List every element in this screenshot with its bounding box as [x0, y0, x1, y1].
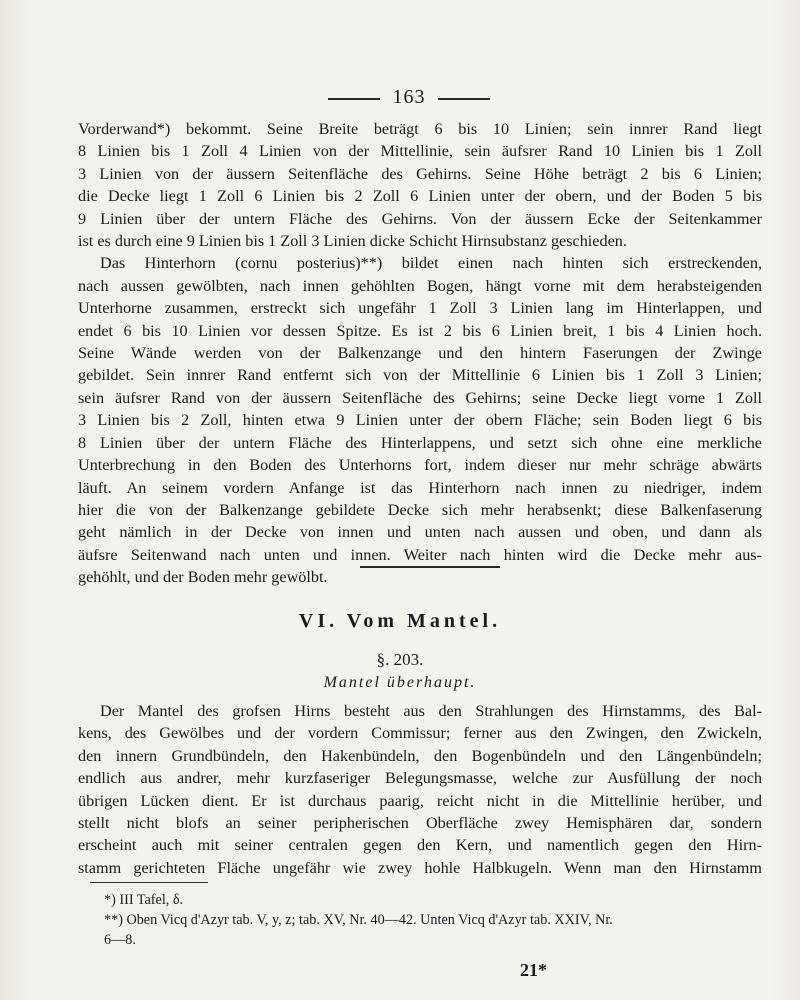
text-line: Das Hinterhorn (cornu posterius)**) bildet einen nach hinten sich erstreckenden,: [100, 254, 762, 273]
text-line: 3 Linien bis 2 Zoll, hinten etwa 9 Linien unter der obern Fläche; sein Boden liegt 6 bis: [78, 411, 762, 430]
text-line: läuft. An seinem vordern Anfange ist das Hinterhorn nach innen zu niedriger, indem: [78, 478, 762, 497]
header-rule-left: [328, 98, 380, 100]
section-number: §. 203.: [376, 650, 424, 669]
text-line: ist es durch eine 9 Linien bis 1 Zoll 3 Linien dicke Schicht Hirnsubstanz geschieden.: [78, 232, 627, 251]
text-line: Vorderwand*) bekommt. Seine Breite beträgt 6 bis 10 Linien; sein innrer Rand liegt: [78, 120, 762, 138]
footnote-1: *) III Tafel, δ.: [104, 892, 184, 908]
text-line: erscheint auch mit seiner centralen gegen den Kern, und namentlich gegen den Hirn-: [78, 836, 762, 855]
text-line: endet 6 bis 10 Linien vor dessen Spitze. Es ist 2 bis 6 Linien breit, 1 bis 4 Linien hoch.: [78, 321, 762, 340]
text-line: 8 Linien über der untern Fläche des Hinterlappens, und setzt sich ohne eine merkliche: [78, 433, 762, 452]
section-heading: VI. Vom Mantel.: [298, 610, 502, 632]
printer-signature: 21*: [520, 960, 547, 980]
text-line: hier die von der Balkenzange gebildete Decke sich mehr herabsenkt; diese Balkenfaserung: [78, 500, 762, 519]
footnote-2-continuation: 6—8.: [104, 932, 136, 948]
body-text-lower: [78, 700, 762, 879]
section-separator-rule: [360, 566, 500, 568]
paragraph-hinterhorn: [78, 252, 762, 588]
text-line: stamm gerichteten Fläche ungefähr wie zwey hohle Halbkugeln. Wenn man den Hirnstamm: [78, 858, 762, 877]
body-text-upper: [78, 118, 762, 589]
text-line: übrigen Lücken dient. Er ist durchaus paarig, reicht nicht in die Mittellinie herüber, und: [78, 791, 762, 810]
text-line: endlich aus andrer, mehr kurzfaseriger Belegungsmasse, welche zur Ausfüllung der noch: [78, 769, 762, 788]
text-line: gebildet. Sein innrer Rand entfernt sich von der Mittellinie 6 Linien bis 1 Zoll 3 Linien;: [78, 366, 762, 385]
page-header: [0, 86, 800, 110]
text-line: 8 Linien bis 1 Zoll 4 Linien von der Mittellinie, sein äufsrer Rand 10 Linien bis 1 Zoll: [78, 142, 762, 161]
text-line: sein äufsrer Rand von der äussern Seitenfläche des Gehirns; seine Decke liegt vorne 1 Zoll: [78, 388, 762, 407]
text-line: Unterhorne zusammen, erstreckt sich ungefähr 1 Zoll 3 Linien lang im Hinterlappen, und: [78, 299, 762, 318]
text-line: Der Mantel des grofsen Hirns besteht aus den Strahlungen des Hirnstamms, des Bal-: [100, 702, 762, 720]
text-line: gehöhlt, und der Boden mehr gewölbt.: [78, 568, 328, 587]
text-line: kens, des Gewölbes und der vordern Commissur; ferner aus den Zwingen, den Zwickeln,: [78, 724, 762, 743]
text-line: Seine Wände werden von der Balkenzange und den hintern Faserungen der Zwinge: [78, 344, 762, 363]
footnotes: [104, 890, 770, 950]
paragraph-vorderwand: [78, 118, 762, 252]
text-line: den innern Grundbündeln, den Hakenbündeln, den Bogenbündeln und den Längenbündeln;: [78, 746, 762, 765]
text-line: geht nämlich in der Decke von innen und unten nach aussen und oben, und dann als: [78, 523, 762, 542]
page-number: 163: [392, 86, 426, 108]
text-line: nach aussen gewölbten, nach innen gehöhlten Bogen, hängt vorne mit dem herabsteigenden: [78, 276, 762, 295]
text-line: äufsre Seitenwand nach unten und innen. Weiter nach hinten wird die Decke mehr aus-: [78, 545, 762, 564]
text-line: die Decke liegt 1 Zoll 6 Linien bis 2 Zoll 6 Linien unter der obern, und der Boden 5 bis: [78, 187, 762, 206]
paragraph-mantel: [78, 700, 762, 879]
footnote-2: **) Oben Vicq d'Azyr tab. V, y, z; tab. XV, Nr. 40—42. Unten Vicq d'Azyr tab. XXIV, Nr.: [104, 912, 613, 928]
text-line: stellt nicht blofs an seiner peripherischen Oberfläche zwey Hemisphären dar, sondern: [78, 814, 762, 833]
section-subtitle: Mantel überhaupt.: [323, 674, 477, 691]
text-line: Unterbrechung in den Boden des Unterhorns fort, indem dieser nur mehr schräge abwärts: [78, 456, 762, 475]
footnote-rule: [90, 882, 208, 883]
text-line: 3 Linien von der äussern Seitenfläche des Gehirns. Seine Höhe beträgt 2 bis 6 Linien;: [78, 164, 762, 183]
text-line: 9 Linien über der untern Fläche des Gehirns. Von der äussern Ecke der Seitenkammer: [78, 209, 762, 228]
header-rule-right: [438, 98, 490, 100]
